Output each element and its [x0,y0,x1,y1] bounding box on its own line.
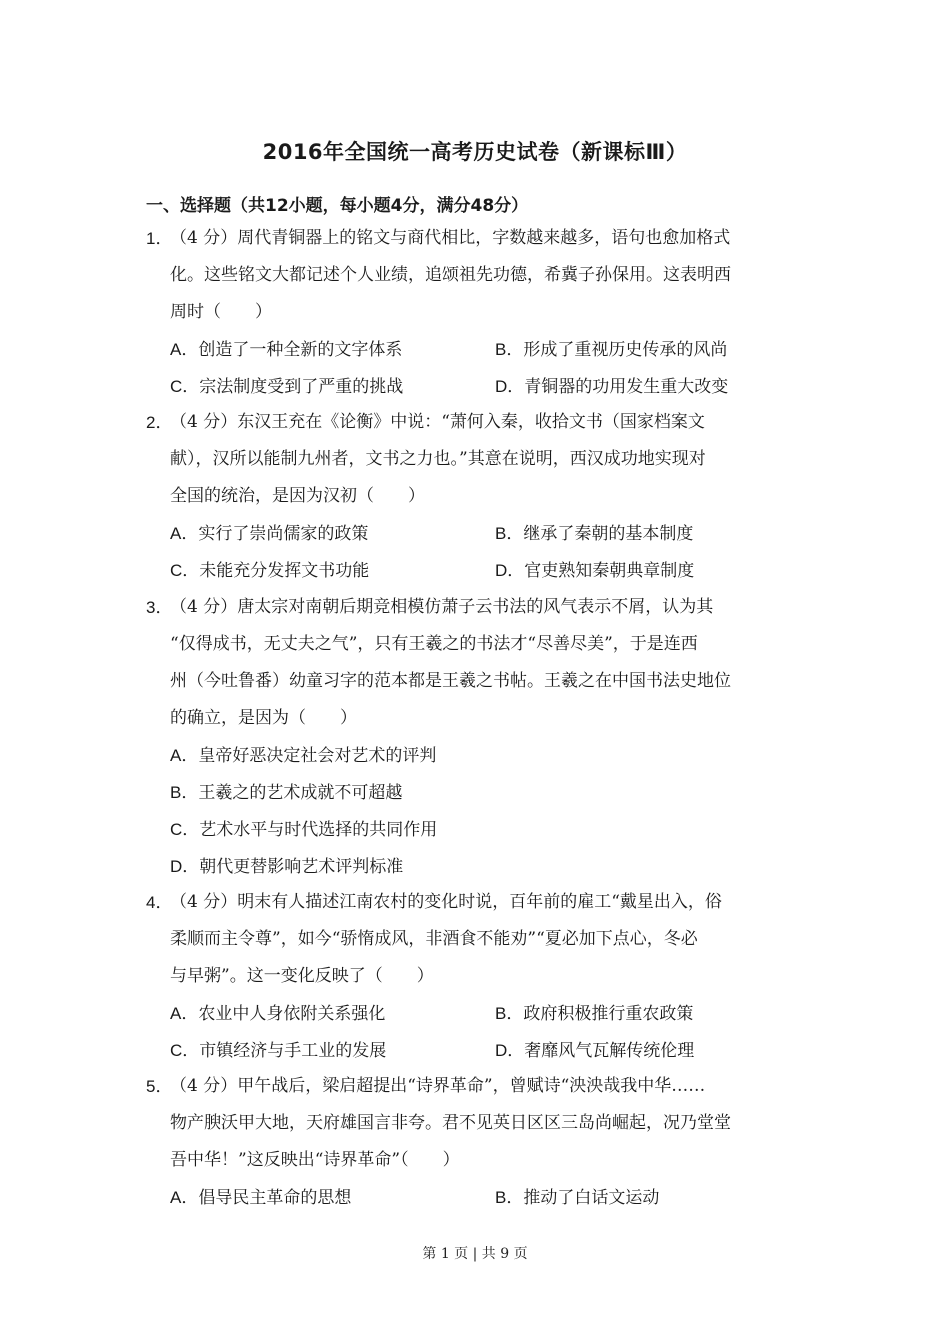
option-c: C．未能充分发挥文书功能 [170,561,370,581]
option-b: B．推动了白话文运动 [495,1188,660,1208]
option-b: B．形成了重视历史传承的风尚 [495,340,728,360]
question-number: 5． [146,1077,173,1096]
option-c: C．宗法制度受到了严重的挑战 [170,377,404,397]
page-title: 2016年全国统一高考历史试卷（新课标Ⅲ） [262,140,688,164]
question-1 [146,220,811,405]
question-text-line: 献），汉所以能制九州者，文书之力也。”其意在说明，西汉成功地实现对 [170,449,706,469]
option-d: D．官吏熟知秦朝典章制度 [495,561,695,581]
question-text-line: 与早粥”。这一变化反映了（ ） [170,966,434,986]
question-text-line: 州（今吐鲁番）幼童习字的范本都是王羲之书帖。王羲之在中国书法史地位 [170,671,731,691]
question-text-line: 柔顺而主令尊”，如今“骄惰成风，非酒食不能劝”“夏必加下点心，冬必 [170,929,698,949]
question-number: 3． [146,598,173,617]
question-3 [146,589,811,885]
question-number: 4． [146,893,173,912]
question-text-line: “仅得成书，无丈夫之气”，只有王羲之的书法才“尽善尽美”，于是连西 [170,634,698,654]
question-5 [146,1068,811,1216]
option-a: A．农业中人身依附关系强化 [170,1004,386,1024]
option-a: A．倡导民主革命的思想 [170,1188,352,1208]
option-c: C．艺术水平与时代选择的共同作用 [170,820,438,840]
question-text-line: 吾中华！”这反映出“诗界革命”（ ） [170,1150,460,1170]
question-text-line: 全国的统治，是因为汉初（ ） [170,486,425,506]
question-2 [146,404,811,589]
option-c: C．市镇经济与手工业的发展 [170,1041,387,1061]
option-d: D．朝代更替影响艺术评判标准 [170,857,404,877]
question-number: 1． [146,229,173,248]
question-text-line: （4 分）东汉王充在《论衡》中说：“萧何入秦，收拾文书（国家档案文 [170,412,705,432]
question-text-line: （4 分）甲午战后，梁启超提出“诗界革命”，曾赋诗“泱泱哉我中华…… [170,1076,706,1096]
option-b: B．王羲之的艺术成就不可超越 [170,783,403,803]
question-text-line: 化。这些铭文大都记述个人业绩，追颂祖先功德，希冀子孙保用。这表明西 [170,265,731,285]
question-4 [146,884,811,1069]
question-text-line: 的确立，是因为（ ） [170,708,357,728]
question-text-line: （4 分）周代青铜器上的铭文与商代相比，字数越来越多，语句也愈加格式 [170,228,731,248]
option-d: D．青铜器的功用发生重大改变 [495,377,729,397]
option-b: B．继承了秦朝的基本制度 [495,524,694,544]
option-b: B．政府积极推行重农政策 [495,1004,694,1024]
section-heading: 一、选择题（共12小题，每小题4分，满分48分） [146,196,529,216]
option-d: D．奢靡风气瓦解传统伦理 [495,1041,695,1061]
option-a: A．实行了崇尚儒家的政策 [170,524,369,544]
question-text-line: （4 分）唐太宗对南朝后期竞相模仿萧子云书法的风气表示不屑，认为其 [170,597,714,617]
question-text-line: 周时（ ） [170,302,272,322]
question-text-line: （4 分）明末有人描述江南农村的变化时说，百年前的雇工“戴星出入，俗 [170,892,722,912]
option-a: A．创造了一种全新的文字体系 [170,340,403,360]
question-number: 2． [146,413,173,432]
question-text-line: 物产腴沃甲大地，天府雄国言非夸。君不见英日区区三岛尚崛起，况乃堂堂 [170,1113,731,1133]
option-a: A．皇帝好恶决定社会对艺术的评判 [170,746,437,766]
page-footer: 第 1 页 | 共 9 页 [422,1246,528,1262]
